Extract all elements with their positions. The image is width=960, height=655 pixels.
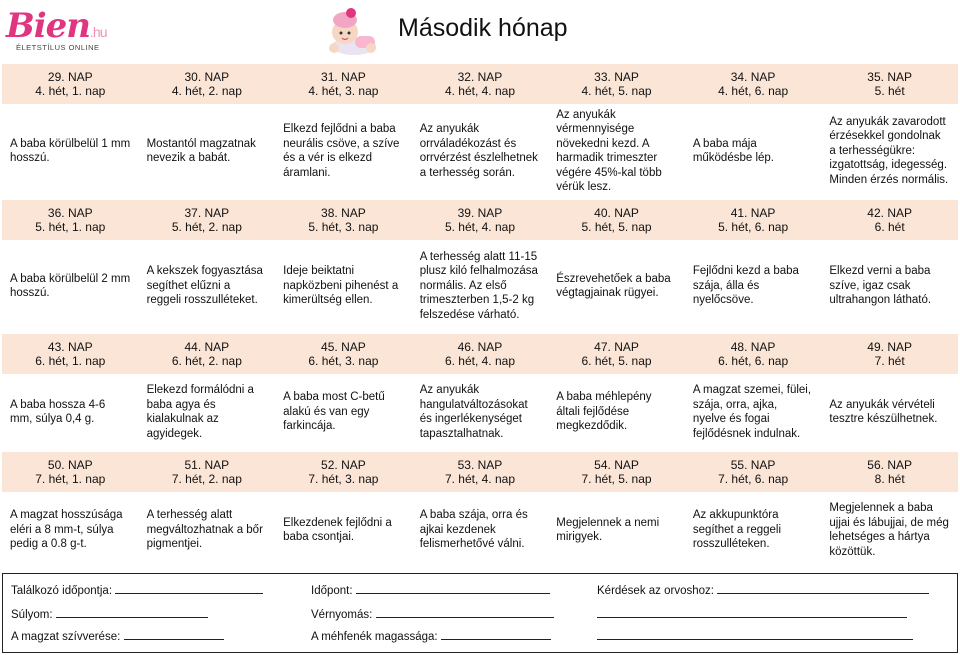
day-header: 44. NAP 6. hét, 2. nap — [139, 332, 276, 374]
day-note: A kekszek fogyasztása segíthet elűzni a reggeli rosszulléteket. — [146, 265, 263, 307]
day-header: 40. NAP 5. hét, 5. nap — [548, 198, 685, 240]
day-header: 29. NAP 4. hét, 1. nap — [2, 62, 139, 104]
day-note: Az anyukák orrváladékozást és orrvérzést észlelhetnek a terhesség során. — [419, 123, 538, 179]
appointment-date-line[interactable] — [115, 583, 263, 594]
day-note: Az anyukák vérvételi tesztre készülhetnek. — [829, 398, 938, 425]
blood-pressure-line[interactable] — [376, 607, 554, 618]
time-line[interactable] — [356, 583, 550, 594]
doctor-questions-line[interactable] — [717, 583, 929, 594]
day-header: 42. NAP 6. hét — [821, 198, 958, 240]
day-note: Az anyukák hangulatváltozásokat és ingerlékenységet tapasztalhatnak. — [419, 384, 528, 440]
day-note: Ideje beiktatni napközbeni pihenést a kimerültség ellen. — [283, 265, 399, 307]
weight-label: Súlyom: — [11, 609, 53, 621]
appointment-date-field[interactable] — [11, 583, 263, 597]
form-row — [3, 629, 959, 649]
week-header-row — [2, 332, 958, 374]
uterus-height-field[interactable] — [311, 629, 551, 643]
week-header-row — [2, 450, 958, 492]
day-note: A baba körülbelül 1 mm hosszú. — [10, 137, 131, 164]
brand-name: Bien.hu — [6, 6, 107, 46]
day-header: 37. NAP 5. hét, 2. nap — [139, 198, 276, 240]
day-note: A baba most C-betű alakú és van egy farkincája. — [283, 391, 385, 433]
heartbeat-line[interactable] — [124, 629, 224, 640]
day-note: Fejlődni kezd a baba szája, álla és nyelőcsöve. — [692, 265, 799, 307]
day-header: 52. NAP 7. hét, 3. nap — [275, 450, 412, 492]
day-note: Megjelennek a nemi mirigyek. — [556, 516, 660, 543]
day-header: 39. NAP 5. hét, 4. nap — [412, 198, 549, 240]
day-note: Az anyukák zavarodott érzésekkel gondolnak a terhességükre: izgatottság, idegesség. Minden érzés normális. — [829, 115, 949, 186]
day-note: Elkezd verni a baba szíve, igaz csak ultrahangon látható. — [829, 265, 932, 307]
page-title: Második hónap — [398, 14, 568, 42]
time-label: Időpont: — [311, 585, 353, 597]
day-header: 31. NAP 4. hét, 3. nap — [275, 62, 412, 104]
doctor-questions-label: Kérdések az orvoshoz: — [597, 585, 714, 597]
day-header: 33. NAP 4. hét, 5. nap — [548, 62, 685, 104]
week-body-row — [2, 492, 958, 568]
day-note: A magzat szemei, fülei, szája, orra, ajka, nyelve és fogai fejlődésnek indulnak. — [692, 384, 812, 440]
day-header: 32. NAP 4. hét, 4. nap — [412, 62, 549, 104]
day-header: 43. NAP 6. hét, 1. nap — [2, 332, 139, 374]
page-header — [0, 0, 960, 60]
week-body-row — [2, 374, 958, 450]
day-note: Megjelennek a baba ujjai és lábujjai, de még lehetséges a hártya közöttük. — [829, 502, 949, 558]
doctor-questions-line-2[interactable] — [597, 607, 907, 621]
week-body-row — [2, 104, 958, 198]
doctor-questions-line-3[interactable] — [597, 629, 913, 643]
day-note: Észrevehetőek a baba végtagjainak rügyei. — [556, 272, 671, 299]
day-header: 53. NAP 7. hét, 4. nap — [412, 450, 549, 492]
day-header: 47. NAP 6. hét, 5. nap — [548, 332, 685, 374]
blood-pressure-label: Vérnyomás: — [311, 609, 373, 621]
week-header-row — [2, 198, 958, 240]
day-header: 34. NAP 4. hét, 6. nap — [685, 62, 822, 104]
day-header: 41. NAP 5. hét, 6. nap — [685, 198, 822, 240]
day-header: 48. NAP 6. hét, 6. nap — [685, 332, 822, 374]
weight-line[interactable] — [56, 607, 208, 618]
day-note: A terhesség alatt 11-15 plusz kiló felhalmozása normális. Az első trimeszterben 1,5-2 kg felszedése várható. — [419, 250, 538, 321]
heartbeat-field[interactable] — [11, 629, 224, 643]
form-row — [3, 607, 959, 627]
day-note: Elkezdenek fejlődni a baba csontjai. — [283, 516, 392, 543]
notes-form — [2, 573, 958, 653]
day-note: A terhesség alatt megváltozhatnak a bőr pigmentjei. — [146, 509, 263, 551]
day-header: 56. NAP 8. hét — [821, 450, 958, 492]
day-note: Az anyukák vérmennyisége növekedni kezd. A harmadik trimeszter végére 45%-kal több vérük lesz. — [556, 108, 662, 193]
day-header: 35. NAP 5. hét — [821, 62, 958, 104]
day-note: A baba méhlepény általi fejlődése megkezdődik. — [556, 391, 652, 433]
form-row — [3, 583, 959, 603]
day-note: Mostantól magzatnak nevezik a babát. — [146, 137, 256, 164]
day-header: 49. NAP 7. hét — [821, 332, 958, 374]
brand-tagline: ÉLETSTÍLUS ONLINE — [16, 43, 100, 52]
day-note: Az akkupunktóra segíthet a reggeli rosszulléteken. — [692, 509, 782, 551]
doctor-questions-field[interactable] — [597, 583, 929, 597]
week-header-row — [2, 62, 958, 104]
uterus-height-line[interactable] — [441, 629, 551, 640]
day-note: A baba hossza 4-6 mm, súlya 0,4 g. — [10, 398, 106, 425]
day-note: A magzat hosszúsága eléri a 8 mm-t, súlya pedig a 0.8 g-t. — [10, 509, 123, 551]
day-note: Elkezd fejlődni a baba neurális csöve, a szíve és a vér is elkezd áramlani. — [283, 123, 400, 179]
day-header: 51. NAP 7. hét, 2. nap — [139, 450, 276, 492]
day-header: 45. NAP 6. hét, 3. nap — [275, 332, 412, 374]
day-note: Elekezd formálódni a baba agya és kialakulnak az agyidegek. — [146, 384, 254, 440]
day-header: 36. NAP 5. hét, 1. nap — [2, 198, 139, 240]
uterus-height-label: A méhfenék magassága: — [311, 631, 438, 643]
appointment-date-label: Találkozó időpontja: — [11, 585, 113, 597]
day-header: 54. NAP 7. hét, 5. nap — [548, 450, 685, 492]
day-header: 46. NAP 6. hét, 4. nap — [412, 332, 549, 374]
day-header: 55. NAP 7. hét, 6. nap — [685, 450, 822, 492]
day-header: 38. NAP 5. hét, 3. nap — [275, 198, 412, 240]
day-header: 30. NAP 4. hét, 2. nap — [139, 62, 276, 104]
day-note: A baba körülbelül 2 mm hosszú. — [10, 272, 131, 299]
calendar-grid — [2, 62, 958, 568]
time-field[interactable] — [311, 583, 550, 597]
heartbeat-label: A magzat szívverése: — [11, 631, 121, 643]
day-note: A baba mája működésbe lép. — [692, 137, 775, 164]
brand-suffix: .hu — [90, 24, 107, 40]
day-note: A baba szája, orra és ajkai kezdenek felismerhetővé válni. — [419, 509, 528, 551]
brand-logo[interactable] — [6, 6, 126, 56]
weight-field[interactable] — [11, 607, 208, 621]
blood-pressure-field[interactable] — [311, 607, 554, 621]
day-header: 50. NAP 7. hét, 1. nap — [2, 450, 139, 492]
baby-illustration-icon — [325, 2, 383, 58]
week-body-row — [2, 240, 958, 332]
